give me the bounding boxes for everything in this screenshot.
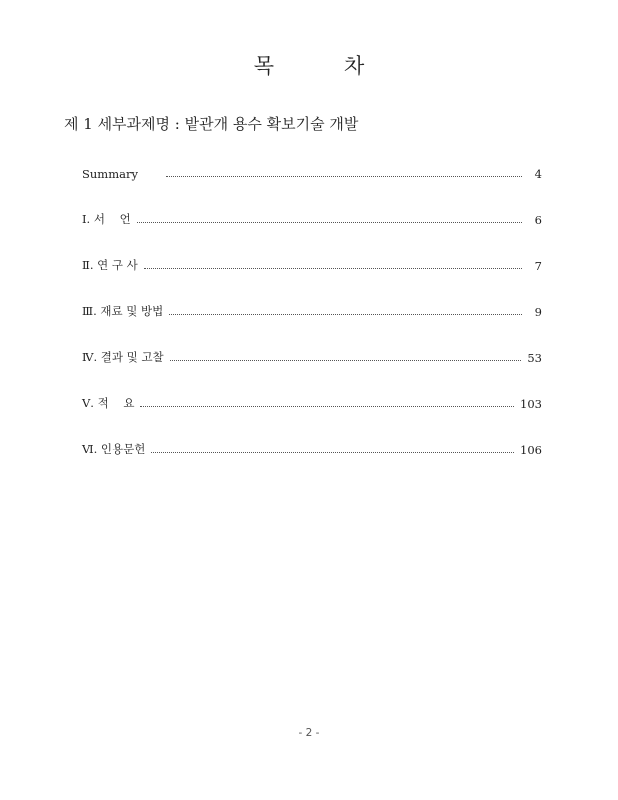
- toc-entry-summary-korean[interactable]: [82, 393, 542, 411]
- toc-leader-dots: [151, 451, 514, 453]
- toc-entry-page: 7: [534, 259, 542, 273]
- toc-entry-label: Ⅱ. 연 구 사: [82, 258, 138, 272]
- toc-entry-summary[interactable]: [82, 163, 542, 181]
- toc-leader-dots: [170, 359, 522, 361]
- toc-leader-dots: [140, 405, 514, 407]
- toc-entry-page: 53: [527, 351, 542, 365]
- toc-entry-introduction[interactable]: [82, 209, 542, 227]
- toc-entry-page: 106: [520, 443, 542, 457]
- toc-entry-page: 4: [534, 167, 542, 181]
- section-heading: 제 1 세부과제명 : 밭관개 용수 확보기술 개발: [64, 115, 359, 133]
- toc-leader-dots: [144, 267, 522, 269]
- toc-leader-dots: [169, 313, 522, 315]
- page-number: - 2 -: [298, 727, 320, 739]
- toc-entry-label: Ⅲ. 재료 및 방법: [82, 304, 164, 318]
- toc-entry-label: Ⅳ. 결과 및 고찰: [82, 350, 164, 364]
- toc-entry-page: 6: [534, 213, 542, 227]
- toc-entry-label: Ⅴ. 적 요: [82, 396, 135, 410]
- toc-entry-label: Summary: [82, 167, 138, 181]
- toc-entry-materials-methods[interactable]: [82, 301, 542, 319]
- toc-entry-page: 9: [534, 305, 542, 319]
- toc-entry-label: Ⅵ. 인용문헌: [82, 442, 146, 456]
- toc-entry-label: Ⅰ. 서 언: [82, 212, 131, 226]
- toc-entry-page: 103: [520, 397, 542, 411]
- toc-entry-literature-review[interactable]: [82, 255, 542, 273]
- page-title: [0, 50, 618, 80]
- toc-leader-dots: [166, 175, 522, 177]
- title-char-1: 목: [253, 54, 274, 78]
- title-char-2: 차: [344, 54, 365, 78]
- toc-entry-results-discussion[interactable]: [82, 347, 542, 365]
- toc-entry-references[interactable]: [82, 439, 542, 457]
- toc-leader-dots: [137, 221, 522, 223]
